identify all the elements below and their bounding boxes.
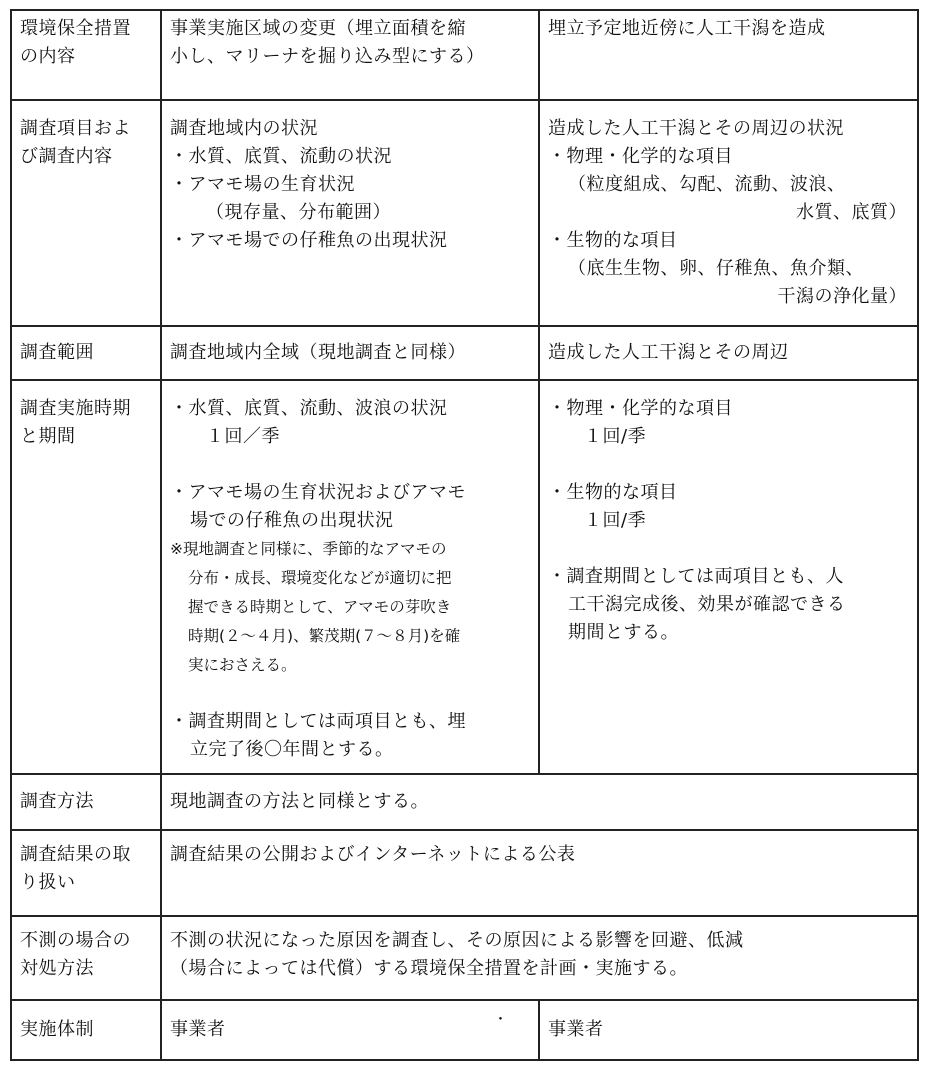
environmental-measures-table [10, 9, 919, 1061]
text-line: 小し、マリーナを掘り込み型にする） [170, 46, 485, 67]
header-line: 不測の場合の [20, 930, 131, 951]
text-line: （粒度組成、勾配、流動、波浪、 [568, 174, 846, 195]
table-row-items [11, 100, 918, 326]
text-line: 事業実施区域の変更（埋立面積を縮 [170, 18, 466, 39]
text-line: （現存量、分布範囲） [206, 202, 391, 223]
row-header-system [11, 1000, 161, 1060]
text-line: ・生物的な項目 [548, 230, 678, 251]
row-header-items [11, 100, 161, 326]
text-line: 不測の状況になった原因を調査し、その原因による影響を回避、低減 [170, 930, 744, 951]
note-line: 握できる時期として、アマモの芽吹き [188, 598, 452, 616]
text-line: 干潟の浄化量） [777, 286, 907, 307]
text-line: 造成した人工干潟とその周辺の状況 [548, 118, 844, 139]
header-line: 調査方法 [20, 791, 94, 812]
content-col2-cell [539, 10, 918, 100]
text-line: １回/季 [584, 426, 647, 447]
header-line: 調査実施時期 [20, 398, 131, 419]
header-line: 調査項目およ [20, 118, 131, 139]
table-row-unforeseen [11, 916, 918, 1000]
table-row-method [11, 774, 918, 830]
note-line: 分布・成長、環境変化などが適切に把 [188, 569, 452, 587]
text-line: 工干潟完成後、効果が確認できる [568, 594, 846, 615]
range-col2-cell [539, 326, 918, 380]
method-value-cell [161, 774, 918, 830]
header-line: 対処方法 [20, 958, 94, 979]
header-line: の内容 [20, 46, 76, 67]
text-line: 事業者 [548, 1019, 604, 1040]
text-line: ・水質、底質、流動の状況 [170, 146, 392, 167]
text-line: 水質、底質） [796, 202, 907, 223]
header-line: 調査結果の取 [20, 844, 131, 865]
system-col2-cell [539, 1000, 918, 1060]
table-row-system [11, 1000, 918, 1060]
row-header-method [11, 774, 161, 830]
text-line: ・物理・化学的な項目 [548, 398, 733, 419]
note-block [170, 535, 532, 680]
text-line: 期間とする。 [568, 622, 679, 643]
text-line: 現地調査の方法と同様とする。 [170, 791, 429, 812]
header-line: と期間 [20, 426, 76, 447]
row-header-range [11, 326, 161, 380]
table-row-results [11, 830, 918, 916]
text-line: 立完了後〇年間とする。 [190, 739, 394, 760]
row-header-unforeseen [11, 916, 161, 1000]
header-line: 調査範囲 [20, 342, 94, 363]
period-col1-cell [161, 380, 539, 774]
text-line: ・調査期間としては両項目とも、埋 [170, 711, 466, 732]
note-line: 実におさえる。 [188, 656, 297, 674]
text-line: ・アマモ場での仔稚魚の出現状況 [170, 230, 448, 251]
content-col1-cell [161, 10, 539, 100]
text-line: （底生生物、卵、仔稚魚、魚介類、 [568, 258, 864, 279]
items-col1-cell [161, 100, 539, 326]
text-line: １回／季 [206, 426, 280, 447]
text-line: 調査結果の公開およびインターネットによる公表 [170, 844, 576, 865]
text-line: （場合によっては代償）する環境保全措置を計画・実施する。 [170, 958, 688, 979]
text-line: ・アマモ場の生育状況およびアマモ [170, 482, 466, 503]
text-line: ・調査期間としては両項目とも、人 [548, 566, 844, 587]
text-line: 調査地域内の状況 [170, 118, 318, 139]
header-line: 実施体制 [20, 1019, 94, 1040]
text-line: 事業者 [170, 1019, 226, 1040]
row-header-results [11, 830, 161, 916]
table-row-content [11, 10, 918, 100]
results-value-cell [161, 830, 918, 916]
items-col2-cell [539, 100, 918, 326]
table-row-period [11, 380, 918, 774]
stray-mark: ・ [493, 1012, 508, 1028]
range-col1-cell [161, 326, 539, 380]
text-line: ・水質、底質、流動、波浪の状況 [170, 398, 448, 419]
text-line: 埋立予定地近傍に人工干潟を造成 [548, 18, 826, 39]
text-line: ・生物的な項目 [548, 482, 678, 503]
header-line: び調査内容 [20, 146, 113, 167]
header-line: り扱い [20, 872, 76, 893]
note-line: 時期(２～４月)、繁茂期(７～８月)を確 [188, 627, 461, 645]
text-line: ・アマモ場の生育状況 [170, 174, 355, 195]
table-row-range [11, 326, 918, 380]
text-line: ・物理・化学的な項目 [548, 146, 733, 167]
header-line: 環境保全措置 [20, 18, 131, 39]
unforeseen-value-cell [161, 916, 918, 1000]
row-header-content [11, 10, 161, 100]
text-line: 造成した人工干潟とその周辺 [548, 342, 789, 363]
system-col1-cell [161, 1000, 539, 1060]
period-col2-cell [539, 380, 918, 774]
text-line: １回/季 [584, 510, 647, 531]
text-line: 調査地域内全域（現地調査と同様） [170, 342, 466, 363]
text-line: 場での仔稚魚の出現状況 [190, 510, 394, 531]
row-header-period [11, 380, 161, 774]
note-line: ※現地調査と同様に、季節的なアマモの [170, 540, 447, 558]
